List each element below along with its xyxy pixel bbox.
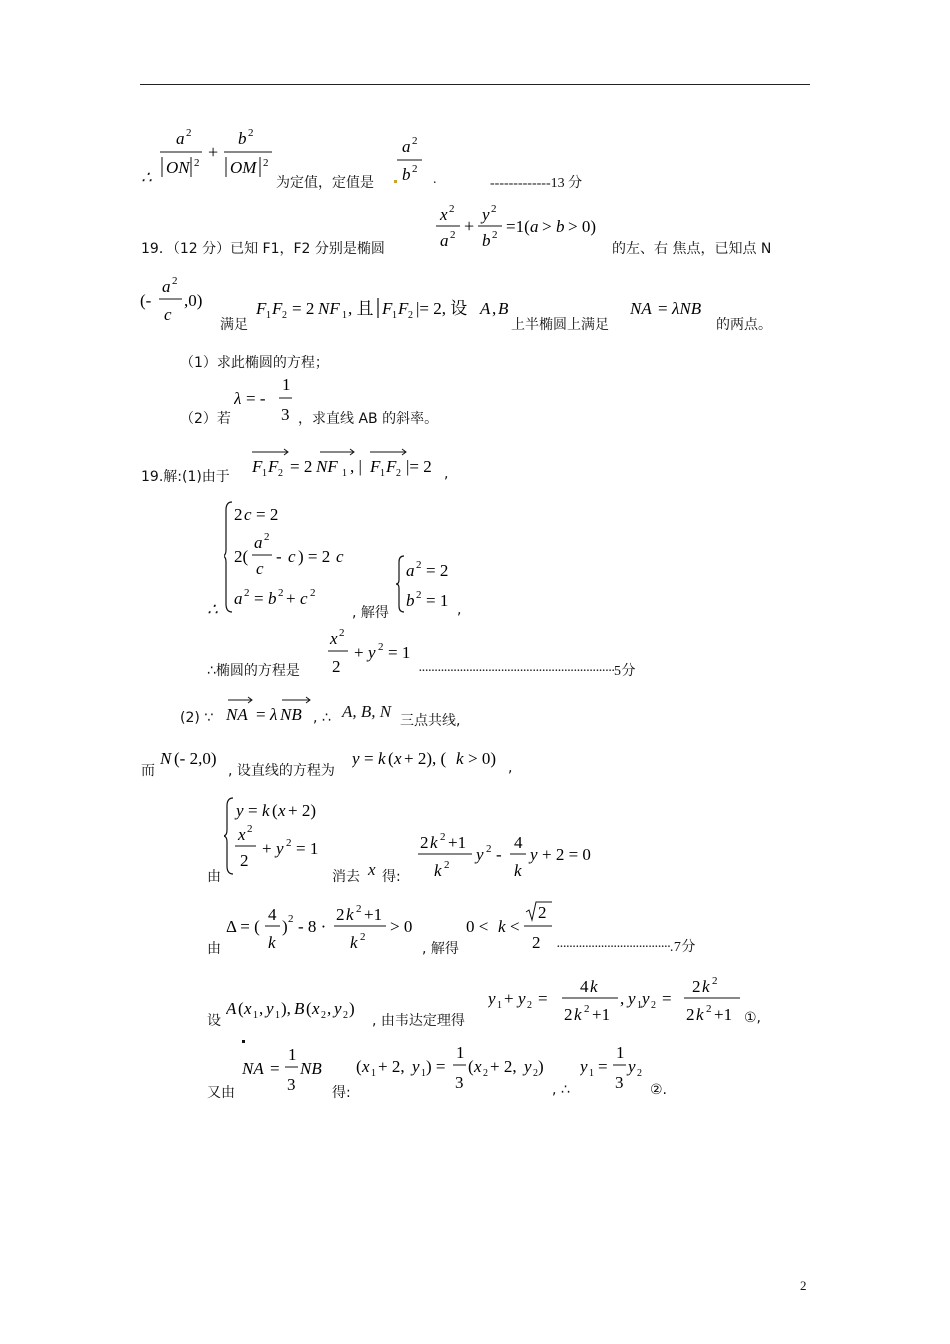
svg-text:1: 1 [637,1000,642,1011]
svg-text:=: = [598,1057,608,1076]
svg-text:1: 1 [288,1045,297,1064]
svg-text:+: + [262,839,272,858]
svg-text:2: 2 [339,627,345,639]
svg-text:B: B [294,999,305,1018]
svg-text:-: - [496,845,502,864]
svg-text:2: 2 [194,157,200,169]
svg-text:+1: +1 [364,905,383,924]
svg-text:=: = [658,299,668,318]
svg-text:=1(: =1( [506,217,530,236]
svg-text:2: 2 [310,587,316,599]
svg-text:0 <: 0 < [466,917,489,936]
svg-text:B: B [498,299,509,318]
p2-because: (2) ∵ [180,710,214,726]
svg-text:y: y [482,205,490,224]
svg-text:+1: +1 [448,833,467,852]
svg-text:2: 2 [264,531,270,543]
svg-text:2: 2 [416,589,422,601]
svg-text:y: y [642,989,650,1008]
svg-text:F: F [398,299,409,318]
svg-text:NB: NB [300,1059,322,1078]
svg-text:NF: NF [318,299,340,318]
ellipse-result [326,626,422,680]
svg-text:- 8 ·: - 8 · [298,917,327,936]
svg-text:2: 2 [712,975,718,987]
focal-condition [256,294,510,324]
score-7: ····································. 7 分 [556,940,694,955]
svg-text:k: k [268,933,276,952]
fixed-value-formula [394,134,428,190]
point-n [160,744,228,774]
svg-text:x: x [362,1057,370,1076]
svg-text:1: 1 [371,1068,376,1079]
svg-text:x: x [312,999,320,1018]
svg-text:2: 2 [248,127,254,139]
svg-text:2: 2 [444,859,450,871]
svg-text:2: 2 [278,468,283,479]
svg-text:A: A [226,999,237,1018]
svg-text:a: a [162,277,171,296]
svg-text:b: b [268,589,277,608]
svg-text:OM: OM [230,158,257,177]
svg-text:1: 1 [275,1010,280,1021]
svg-text:2: 2 [483,1068,488,1079]
svg-text:3: 3 [455,1073,464,1092]
svg-text:F: F [370,457,381,476]
svg-text:y: y [334,999,342,1018]
svg-text:Δ = (: Δ = ( [226,917,260,936]
svg-text:+: + [504,989,514,1008]
svg-text:c: c [164,305,172,324]
svg-text:): ) [538,1057,544,1076]
svg-text:+ 2): + 2) [288,801,316,820]
svg-text:=: = [270,1059,280,1078]
de-text-2: 得: [332,1085,351,1101]
comma: , [444,466,449,482]
svg-text:F: F [272,299,283,318]
svg-text:= 1: = 1 [296,839,319,858]
svg-text:2: 2 [527,1000,532,1011]
svg-text:> 0): > 0) [568,217,596,236]
svg-text:(: ( [306,999,312,1018]
you-text-2: 由 [207,941,221,957]
solved-text-2: , 解得 [422,941,459,957]
svg-text:2(: 2( [234,547,249,566]
ratio-sum-formula [158,124,278,188]
point-n-coords [140,272,216,330]
svg-text:b: b [402,165,411,184]
svg-text:2: 2 [416,559,422,571]
svg-text:(: ( [468,1057,474,1076]
svg-text:=: = [248,801,258,820]
svg-text:a: a [176,129,185,148]
svg-text:, 且: , 且 [348,299,374,318]
svg-text:2: 2 [450,229,456,241]
satisfy-text: 满足 [220,317,248,333]
svg-text:1: 1 [253,1010,258,1021]
p2-so: , ∴ [313,710,331,726]
svg-text:a: a [440,231,449,250]
svg-text:2: 2 [234,505,243,524]
svg-text:+: + [286,589,296,608]
vieta-text: , 由韦达定理得 [372,1013,465,1029]
svg-text:+1: +1 [714,1005,733,1024]
svg-text:k: k [434,861,442,880]
svg-text:2: 2 [240,851,249,870]
svg-text:k: k [498,917,506,936]
svg-text:2: 2 [186,127,192,139]
svg-text:+ 2,: + 2, [378,1057,405,1076]
svg-text:2: 2 [286,837,292,849]
score-5: ······························································5 分 [418,664,635,679]
svg-text:x: x [474,1057,482,1076]
k-range [466,898,558,958]
svg-text:, |: , | [350,457,362,476]
so-text: , ∴ [552,1082,570,1098]
svg-text:2: 2 [491,203,497,215]
svg-text:y: y [412,1057,420,1076]
svg-text:1: 1 [342,468,347,479]
svg-text:=: = [662,989,672,1008]
svg-text:x: x [440,205,448,224]
svg-text:2: 2 [538,903,547,922]
svg-text:x: x [244,999,252,1018]
svg-text:y: y [352,749,360,768]
svg-text:4: 4 [514,833,523,852]
two-points-text: 的两点。 [716,317,772,333]
svg-text:2: 2 [172,275,178,287]
svg-text:k: k [378,749,386,768]
svg-text:+: + [464,216,475,236]
svg-text:,: , [259,999,264,1018]
svg-text:c: c [336,547,344,566]
svg-text:=: = [538,989,548,1008]
de-text: 得: [382,869,401,885]
svg-text:a: a [254,533,263,552]
svg-text:2: 2 [449,203,455,215]
svg-text:b: b [556,217,565,236]
svg-text:2: 2 [332,657,341,676]
svg-text:-: - [276,547,282,566]
svg-text:2: 2 [440,831,446,843]
p2-vector-eq [226,696,312,726]
svg-text:c: c [244,505,252,524]
discriminant [226,898,422,958]
svg-text:2: 2 [288,913,294,925]
svg-text:x: x [330,629,338,648]
y-relation [580,1040,650,1098]
you-text: 由 [207,869,221,885]
svg-text:) = 2: ) = 2 [298,547,331,566]
svg-text:+1: +1 [592,1005,611,1024]
svg-text:1: 1 [392,310,397,321]
svg-text:1: 1 [421,1068,426,1079]
svg-text:,: , [492,299,497,318]
svg-text:2: 2 [396,468,401,479]
solution-condition [250,446,450,480]
svg-text:2: 2 [637,1068,642,1079]
set-line-text: , 设直线的方程为 [228,763,335,779]
svg-text:y: y [368,643,376,662]
svg-text:x: x [394,749,402,768]
therefore-2: ∴ [207,600,218,619]
svg-text:NA: NA [242,1059,264,1078]
svg-text:b: b [482,231,491,250]
svg-text:2: 2 [282,310,287,321]
definite-value-text: 为定值，定值是 [276,175,374,191]
svg-text:2: 2 [278,587,284,599]
svg-text:=: = [364,749,374,768]
quadratic-in-y [416,826,612,884]
upper-half-text: 上半椭圆上满足 [511,317,609,333]
svg-text:=: = [254,589,264,608]
svg-text:y: y [276,839,284,858]
svg-text:F: F [386,457,397,476]
svg-text:2: 2 [420,833,429,852]
svg-text:= 2: = 2 [292,299,315,318]
svg-text:2: 2 [408,310,413,321]
svg-text:(: ( [272,801,278,820]
part2-rest-text: ，求直线 AB 的斜率。 [298,411,439,427]
svg-text:),: ), [281,999,291,1018]
svg-text:k: k [346,905,354,924]
svg-text:2: 2 [244,587,250,599]
svg-text:2: 2 [356,903,362,915]
svg-text:2: 2 [336,905,345,924]
svg-text:2: 2 [343,1010,348,1021]
svg-text:2: 2 [492,229,498,241]
part1-text: （1）求此椭圆的方程； [180,355,329,371]
svg-text:4: 4 [268,905,277,924]
she-text: 设 [207,1013,221,1029]
svg-text:= -: = - [246,389,266,408]
comma-3: , [508,760,513,776]
svg-text:y: y [488,989,496,1008]
solved-text: , 解得 [352,605,389,621]
svg-text:2: 2 [651,1000,656,1011]
svg-text:2: 2 [321,1010,326,1021]
svg-text:NB: NB [280,705,302,724]
equation-system-3 [224,794,334,878]
svg-text:a: a [406,561,415,580]
svg-text:1: 1 [266,310,271,321]
svg-text:NA: NA [630,299,652,318]
svg-text:b: b [238,129,247,148]
svg-text:F: F [382,299,393,318]
svg-text:c: c [300,589,308,608]
svg-text:y: y [266,999,274,1018]
svg-text:1: 1 [616,1043,625,1062]
svg-text:2: 2 [378,641,384,653]
svg-text:N: N [160,749,172,768]
svg-text:= 1: = 1 [426,591,449,610]
svg-text:F: F [268,457,279,476]
svg-text:k: k [590,977,598,996]
svg-text:> 0: > 0 [390,917,413,936]
circle-2: ②. [650,1082,668,1098]
svg-text:+ 2 = 0: + 2 = 0 [542,845,591,864]
svg-text:2: 2 [584,1003,590,1015]
score-13: -------------13 分 [490,176,583,191]
svg-text:): ) [349,999,355,1018]
svg-text:c: c [288,547,296,566]
x-var: x [368,860,376,879]
svg-text:F: F [252,457,263,476]
eliminate-text: 消去 [332,869,360,885]
svg-text:(- 2,0): (- 2,0) [174,749,217,768]
svg-text:(: ( [356,1057,362,1076]
svg-text:1: 1 [589,1068,594,1079]
svg-text:3: 3 [281,405,290,424]
part2-if-text: （2）若 [180,411,231,427]
svg-text:k: k [262,801,270,820]
youyou-text: 又由 [207,1085,235,1101]
svg-text:ON: ON [166,158,190,177]
svg-text:3: 3 [615,1073,624,1092]
p2-points-abn: A, B, N [342,702,392,721]
svg-text:k: k [514,861,522,880]
svg-text:λ: λ [234,389,242,408]
er-text: 而 [141,763,155,779]
svg-text:>: > [542,217,552,236]
svg-text:= 2: = 2 [426,561,449,580]
svg-text:2: 2 [706,1003,712,1015]
svg-text:k: k [574,1005,582,1024]
svg-text:y: y [476,845,484,864]
svg-text:λ: λ [270,705,278,724]
solution-head: 19.解:(1)由于 [141,469,230,485]
svg-text:1: 1 [497,1000,502,1011]
svg-text:1: 1 [342,310,347,321]
svg-text:1: 1 [380,468,385,479]
svg-text:F: F [256,299,267,318]
svg-text:y: y [628,989,636,1008]
line-equation [352,744,512,774]
ellipse-equation [434,198,614,256]
svg-text:= 2: = 2 [256,505,279,524]
equation-system-1 [224,498,354,616]
ellipse-equation-text: ∴椭圆的方程是 [207,663,300,679]
svg-text:= 1: = 1 [388,643,411,662]
svg-text:k: k [430,833,438,852]
na-one-third-nb [238,1036,330,1096]
coordinate-equation [356,1040,556,1098]
svg-text:NF: NF [316,457,338,476]
svg-text:,: , [620,989,625,1008]
points-ab [226,994,374,1024]
svg-text:,0): ,0) [184,291,203,310]
q19-suffix: 的左、右 焦点，已知点 N [612,241,772,257]
svg-text:+: + [208,142,219,162]
equation-system-2 [396,552,462,616]
svg-text:y: y [628,1057,636,1076]
svg-text:A: A [480,299,491,318]
svg-text:): ) [282,917,288,936]
svg-text:a: a [530,217,539,236]
svg-text:y: y [236,801,244,820]
svg-text:a: a [234,589,243,608]
lambda-value [234,374,300,428]
comma-2: , [457,602,462,618]
svg-text:NA: NA [226,705,248,724]
svg-text:k: k [350,933,358,952]
collinear-text: 三点共线, [400,713,461,729]
svg-text:y: y [518,989,526,1008]
svg-text:4: 4 [580,977,589,996]
svg-text:= 2: = 2 [290,457,313,476]
svg-text:,: , [327,999,332,1018]
header-rule [140,84,810,85]
svg-text:2: 2 [360,931,366,943]
svg-text:k: k [702,977,710,996]
svg-text:λNB: λNB [672,299,702,318]
svg-text:|= 2: |= 2 [406,457,432,476]
svg-text:2: 2 [692,977,701,996]
svg-text:a: a [402,137,411,156]
svg-text:2: 2 [486,843,492,855]
svg-text:+: + [354,643,364,662]
svg-text:k: k [456,749,464,768]
svg-text:2: 2 [412,135,418,147]
svg-text:b: b [406,591,415,610]
svg-text:+ 2,: + 2, [490,1057,517,1076]
svg-text:3: 3 [287,1075,296,1094]
svg-text:x: x [238,825,246,844]
svg-text:(: ( [388,749,394,768]
svg-text:2: 2 [412,163,418,175]
svg-text:y: y [530,845,538,864]
svg-text:k: k [696,1005,704,1024]
vector-eq-na-nb [630,294,714,324]
svg-text:2: 2 [564,1005,573,1024]
page-number: 2 [800,1278,807,1293]
svg-text:2: 2 [686,1005,695,1024]
svg-text:1: 1 [456,1043,465,1062]
svg-text:y: y [580,1057,588,1076]
svg-text:(: ( [238,999,244,1018]
vieta-equations [488,972,744,1028]
svg-text:<: < [510,917,520,936]
period: . [433,172,437,187]
circle-1: ①, [744,1010,762,1026]
q19-prefix: 19．（12 分）已知 F1，F2 分别是椭圆 [141,241,385,257]
svg-text:2: 2 [533,1068,538,1079]
svg-text:> 0): > 0) [468,749,496,768]
therefore-symbol: ∴ [141,168,152,187]
svg-text:) =: ) = [426,1057,446,1076]
svg-text:c: c [256,559,264,578]
svg-text:x: x [278,801,286,820]
svg-text:2: 2 [247,823,253,835]
svg-text:y: y [524,1057,532,1076]
svg-text:2: 2 [532,933,541,952]
svg-text:|= 2, 设: |= 2, 设 [416,299,468,318]
svg-text:1: 1 [282,375,291,394]
svg-text:2: 2 [263,157,269,169]
svg-text:(-: (- [140,291,152,310]
svg-text:+ 2), (: + 2), ( [404,749,447,768]
svg-text:1: 1 [262,468,267,479]
svg-text:=: = [256,705,266,724]
